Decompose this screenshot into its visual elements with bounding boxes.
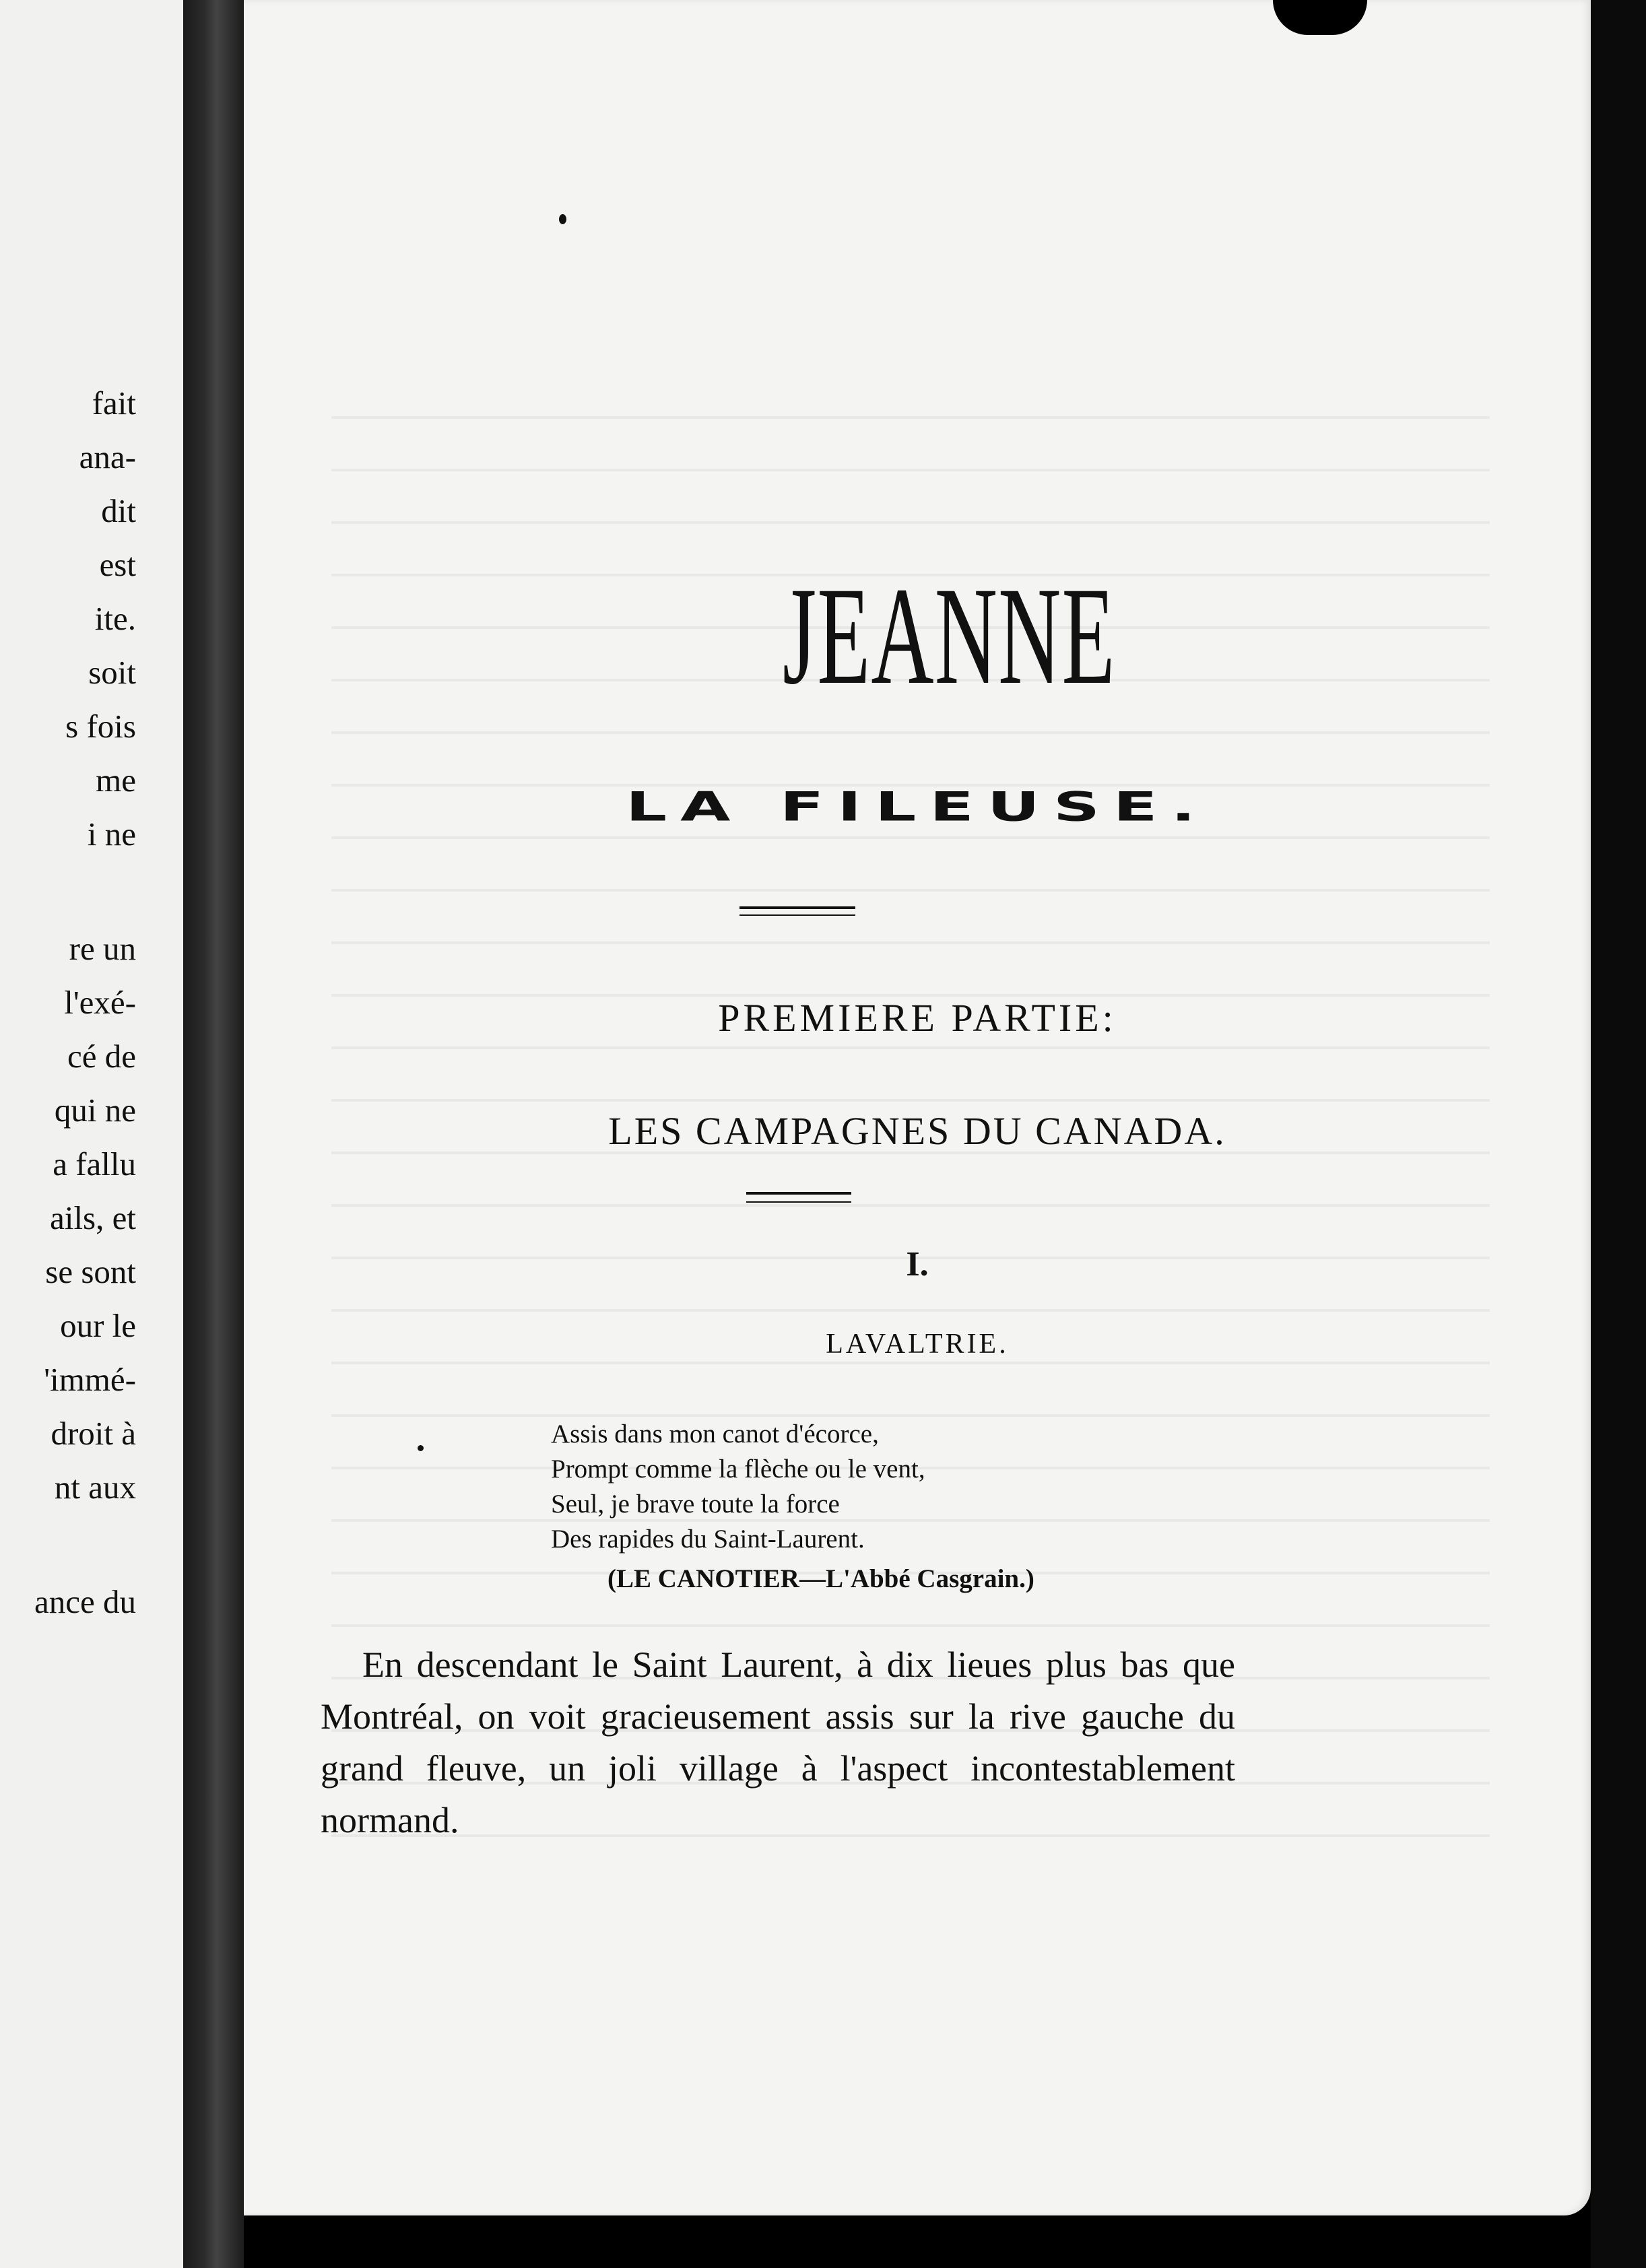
epigraph-line: Seul, je brave toute la force bbox=[551, 1490, 840, 1519]
left-page-line: soit bbox=[88, 654, 136, 691]
left-page-line: l'exé- bbox=[64, 984, 136, 1021]
section-rule-thin bbox=[746, 1201, 851, 1203]
ink-speck bbox=[559, 214, 566, 224]
book-title: JEANNE bbox=[783, 558, 1116, 713]
title-page bbox=[244, 0, 1591, 2215]
chapter-number: I. bbox=[906, 1245, 929, 1283]
ornamental-rule bbox=[739, 906, 855, 909]
left-page-line: qui ne bbox=[54, 1092, 136, 1129]
book-gutter bbox=[183, 0, 244, 2268]
epigraph bbox=[551, 1417, 925, 1557]
left-page-line: dit bbox=[101, 492, 136, 529]
part-heading: PREMIERE PARTIE: bbox=[718, 996, 1117, 1040]
section-rule bbox=[746, 1192, 851, 1195]
epigraph-line: Des rapides du Saint-Laurent. bbox=[551, 1525, 865, 1554]
epigraph-attribution: (LE CANOTIER—L'Abbé Casgrain.) bbox=[607, 1564, 1034, 1593]
left-facing-page bbox=[0, 0, 183, 2268]
left-page-line: me bbox=[96, 762, 136, 799]
left-page-line: ite. bbox=[94, 600, 136, 637]
left-page-line: ance du bbox=[34, 1583, 136, 1620]
left-page-line: droit à bbox=[51, 1415, 136, 1452]
section-heading: LES CAMPAGNES DU CANADA. bbox=[608, 1109, 1226, 1153]
left-page-line: ails, et bbox=[50, 1199, 136, 1236]
page-edge-shadow bbox=[1591, 0, 1646, 2268]
left-page-line: our le bbox=[60, 1307, 136, 1344]
left-page-line: ana- bbox=[79, 438, 136, 475]
ink-speck bbox=[418, 1445, 424, 1451]
left-page-line: re un bbox=[69, 930, 136, 967]
epigraph-line: Prompt comme la flèche ou le vent, bbox=[551, 1455, 925, 1483]
subtitle-text: LA FILEUSE. bbox=[625, 783, 1210, 830]
left-page-line: nt aux bbox=[54, 1469, 136, 1506]
chapter-title: LAVALTRIE. bbox=[826, 1329, 1009, 1360]
left-page-line: est bbox=[99, 546, 136, 583]
left-page-line: cé de bbox=[67, 1038, 136, 1075]
left-page-line: 'immé- bbox=[44, 1361, 136, 1398]
opening-paragraph: En descendant le Saint Laurent, à dix lieues plus bas que Montréal, on voit gracieusement assis sur la rive gauche du grand fleuve, un joli village à l'aspect incontestablement normand. bbox=[321, 1644, 1235, 1840]
left-page-line: fait bbox=[92, 385, 136, 422]
ornamental-rule-thin bbox=[739, 914, 855, 916]
left-page-line: a fallu bbox=[53, 1145, 136, 1182]
left-page-line: i ne bbox=[87, 815, 136, 853]
left-page-line: se sont bbox=[45, 1253, 136, 1290]
book-subtitle bbox=[244, 774, 1591, 839]
left-page-line: s fois bbox=[65, 708, 136, 745]
epigraph-line: Assis dans mon canot d'écorce, bbox=[551, 1420, 879, 1448]
